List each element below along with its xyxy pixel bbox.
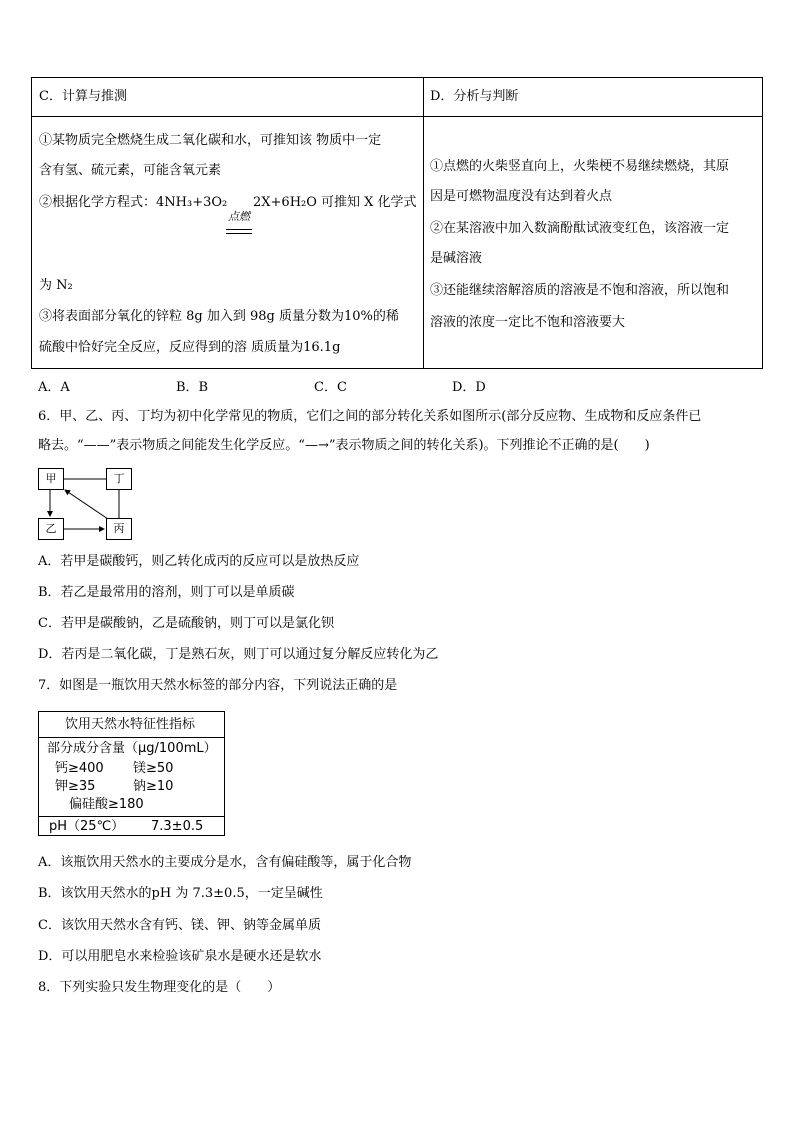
q5-option-b: B．B bbox=[176, 380, 209, 395]
diagram-node-jia: 甲 bbox=[38, 468, 64, 490]
label-ph: pH（25℃） bbox=[49, 819, 125, 834]
q7-stem: 7．如图是一瓶饮用天然水标签的部分内容，下列说法正确的是 bbox=[38, 678, 398, 693]
label-title: 饮用天然水特征性指标 bbox=[65, 717, 196, 732]
q5-option-a: A．A bbox=[38, 380, 70, 395]
equation-equals-bottom bbox=[226, 233, 252, 234]
table-d-line: ②在某溶液中加入数滴酚酞试液变红色，该溶液一定 bbox=[430, 221, 730, 236]
q7-option-d: D．可以用肥皂水来检验该矿泉水是硬水还是软水 bbox=[38, 949, 322, 964]
q8-stem: 8．下列实验只发生物理变化的是（ ） bbox=[38, 980, 281, 995]
table-c-line: ③将表面部分氧化的锌粒 8g 加入到 98g 质量分数为10%的稀 bbox=[39, 309, 399, 324]
table-c-line: 含有氢、硫元素，可能含氧元素 bbox=[39, 163, 222, 178]
reaction-condition: 点燃 bbox=[228, 210, 250, 223]
q5-option-c: C．C bbox=[314, 380, 347, 395]
table-d-line: 溶液的浓度一定比不饱和溶液要大 bbox=[430, 315, 626, 330]
label-divider bbox=[39, 816, 224, 817]
q6-stem-line2: 略去。“——”表示物质之间能发生化学反应。“—→”表示物质之间的转化关系)。下列推论不正确的是( ) bbox=[38, 438, 650, 453]
table-column-divider bbox=[423, 78, 424, 368]
table-d-line: ③还能继续溶解溶质的溶液是不饱和溶液，所以饱和 bbox=[430, 283, 730, 298]
options-table bbox=[31, 77, 763, 369]
diagram-node-bing: 丙 bbox=[106, 518, 132, 540]
table-d-line: 因是可燃物温度没有达到着火点 bbox=[430, 189, 613, 204]
water-label bbox=[38, 711, 225, 836]
table-d-line: 是碱溶液 bbox=[430, 251, 483, 266]
table-header-d: D．分析与判断 bbox=[430, 89, 519, 104]
label-sodium: 钠≥10 bbox=[133, 779, 174, 794]
q7-option-c: C．该饮用天然水含有钙、镁、钾、钠等金属单质 bbox=[38, 918, 321, 933]
diagram-node-ding: 丁 bbox=[106, 468, 132, 490]
q6-option-c: C．若甲是碳酸钠，乙是硫酸钠，则丁可以是氯化钡 bbox=[38, 616, 334, 631]
label-potassium: 钾≥35 bbox=[55, 779, 96, 794]
q7-option-b: B．该饮用天然水的pH 为 7.3±0.5，一定呈碱性 bbox=[38, 886, 323, 901]
diagram-node-yi: 乙 bbox=[38, 518, 64, 540]
q6-option-b: B．若乙是最常用的溶剂，则丁可以是单质碳 bbox=[38, 585, 295, 600]
label-calcium: 钙≥400 bbox=[55, 761, 104, 776]
table-c-line: 为 N₂ bbox=[39, 278, 73, 293]
q6-stem-line1: 6．甲、乙、丙、丁均为初中化学常见的物质，它们之间的部分转化关系如图所示(部分反应物、生成物和反应条件已 bbox=[38, 409, 702, 424]
table-d-line: ①点燃的火柴竖直向上，火柴梗不易继续燃烧，其原 bbox=[430, 159, 730, 174]
label-divider bbox=[39, 737, 224, 738]
table-c-line: 硫酸中恰好完全反应，反应得到的溶 质质量为16.1g bbox=[39, 340, 341, 355]
q6-option-d: D．若丙是二氧化碳，丁是熟石灰，则丁可以通过复分解反应转化为乙 bbox=[38, 647, 439, 662]
q5-option-d: D．D bbox=[452, 380, 486, 395]
label-subtitle: 部分成分含量（μg/100mL） bbox=[47, 741, 217, 756]
table-row-divider bbox=[32, 116, 762, 117]
table-c-line: ①某物质完全燃烧生成二氧化碳和水，可推知该 物质中一定 bbox=[39, 133, 382, 148]
table-c-line: 2X+6H₂O 可推知 X 化学式 bbox=[253, 195, 417, 210]
label-metasilicic-acid: 偏硅酸≥180 bbox=[69, 797, 144, 812]
q7-option-a: A．该瓶饮用天然水的主要成分是水，含有偏硅酸等，属于化合物 bbox=[38, 855, 412, 870]
table-header-c: C．计算与推测 bbox=[39, 89, 127, 104]
label-magnesium: 镁≥50 bbox=[133, 761, 174, 776]
q6-option-a: A．若甲是碳酸钙，则乙转化成丙的反应可以是放热反应 bbox=[38, 554, 360, 569]
table-c-line: ②根据化学方程式：4NH₃+3O₂ bbox=[39, 195, 228, 210]
label-ph-value: 7.3±0.5 bbox=[151, 819, 204, 834]
equation-equals-top bbox=[226, 229, 252, 230]
